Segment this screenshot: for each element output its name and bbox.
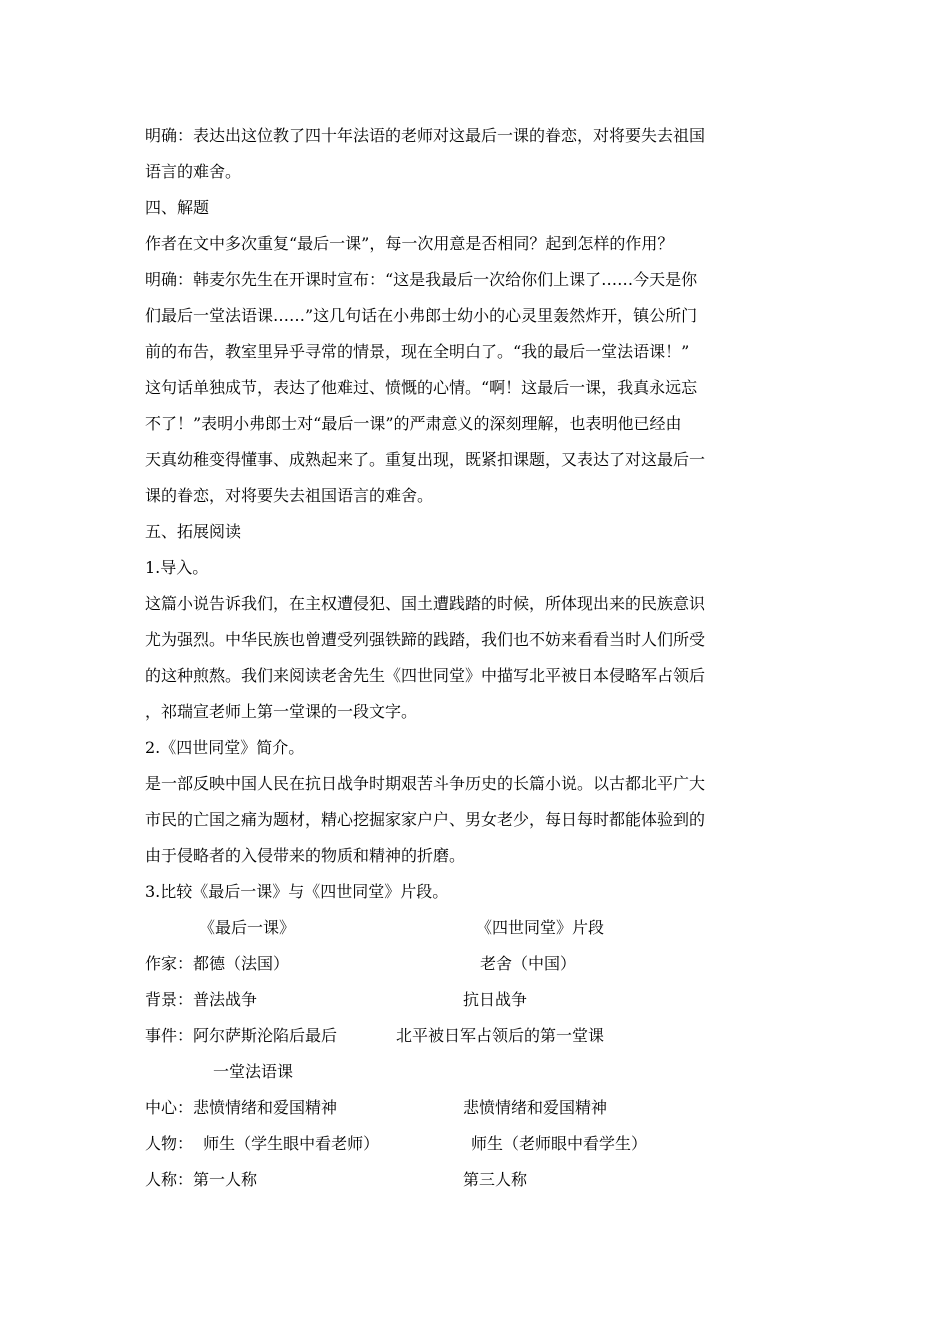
comparison-header-row <box>145 910 735 946</box>
paragraph-line: 由于侵略者的入侵带来的物质和精神的折磨。 <box>145 846 466 865</box>
background-left: 背景：普法战争 <box>145 990 258 1009</box>
item-title-text: 3.比较《最后一课》与《四世同堂》片段。 <box>145 882 449 901</box>
comparison-background-row <box>145 982 735 1018</box>
paragraph-line: 明确：韩麦尔先生在开课时宣布：“这是我最后一次给你们上课了……今天是你 <box>145 270 698 289</box>
item-title-text: 1.导入。 <box>145 558 209 577</box>
item-title-text: 2.《四世同堂》简介。 <box>145 738 305 757</box>
comparison-event-row <box>145 1018 735 1054</box>
paragraph-line: 前的布告，教室里异乎寻常的情景，现在全明白了。“我的最后一堂法语课！” <box>145 342 690 361</box>
question-text: 作者在文中多次重复“最后一课”，每一次用意是否相同？起到怎样的作用？ <box>145 234 674 253</box>
paragraph-line: 明确：表达出这位教了四十年法语的老师对这最后一课的眷恋，对将要失去祖国 <box>145 126 706 145</box>
background-right: 抗日战争 <box>463 990 528 1009</box>
paragraph-line: 们最后一堂法语课……”这几句话在小弗郎士幼小的心灵里轰然炸开，镇公所门 <box>145 306 698 325</box>
author-left: 作家：都德（法国） <box>145 954 290 973</box>
answer-paragraph <box>145 262 735 514</box>
section-heading-4 <box>145 190 735 226</box>
item2-paragraph <box>145 766 735 874</box>
paragraph-line: 不了！”表明小弗郎士对“最后一课”的严肃意义的深刻理解，也表明他已经由 <box>145 414 682 433</box>
event-right: 北平被日军占领后的第一堂课 <box>396 1026 605 1045</box>
paragraph-line: 天真幼稚变得懂事、成熟起来了。重复出现，既紧扣课题，又表达了对这最后一 <box>145 450 706 469</box>
document-page <box>145 118 735 1198</box>
comparison-author-row <box>145 946 735 982</box>
paragraph-line: 尤为强烈。中华民族也曾遭受列强铁蹄的践踏，我们也不妨来看看当时人们所受 <box>145 630 706 649</box>
clarify-paragraph <box>145 118 735 190</box>
header-left: 《最后一课》 <box>199 918 296 937</box>
comparison-event-continued-row <box>145 1054 735 1090</box>
item3-title <box>145 874 735 910</box>
header-right: 《四世同堂》片段 <box>476 918 605 937</box>
center-right: 悲愤情绪和爱国精神 <box>463 1098 608 1117</box>
comparison-people-row <box>145 1126 735 1162</box>
paragraph-line: 这句话单独成节，表达了他难过、愤慨的心情。“啊！这最后一课，我真永远忘 <box>145 378 698 397</box>
paragraph-line: 语言的难舍。 <box>145 162 242 181</box>
paragraph-line: 是一部反映中国人民在抗日战争时期艰苦斗争历史的长篇小说。以古都北平广大 <box>145 774 706 793</box>
author-right: 老舍（中国） <box>480 954 577 973</box>
item1-title <box>145 550 735 586</box>
paragraph-line: 市民的亡国之痛为题材，精心挖掘家家户户、男女老少，每日每时都能体验到的 <box>145 810 706 829</box>
event-left-continued: 一堂法语课 <box>213 1062 294 1081</box>
section-heading-5 <box>145 514 735 550</box>
person-right: 第三人称 <box>463 1170 528 1189</box>
people-right: 师生（老师眼中看学生） <box>471 1134 648 1153</box>
question-paragraph <box>145 226 735 262</box>
item1-paragraph <box>145 586 735 730</box>
comparison-block <box>145 910 735 1198</box>
event-left: 事件：阿尔萨斯沦陷后最后 <box>145 1026 338 1045</box>
heading-text: 四、解题 <box>145 198 210 217</box>
paragraph-line: ，祁瑞宣老师上第一堂课的一段文字。 <box>145 702 418 721</box>
center-left: 中心：悲愤情绪和爱国精神 <box>145 1098 338 1117</box>
item2-title <box>145 730 735 766</box>
paragraph-line: 的这种煎熬。我们来阅读老舍先生《四世同堂》中描写北平被日本侵略军占领后 <box>145 666 706 685</box>
paragraph-line: 课的眷恋，对将要失去祖国语言的难舍。 <box>145 486 434 505</box>
comparison-person-row <box>145 1162 735 1198</box>
person-left: 人称：第一人称 <box>145 1170 258 1189</box>
comparison-center-row <box>145 1090 735 1126</box>
people-left: 人物： 师生（学生眼中看老师） <box>145 1134 380 1153</box>
heading-text: 五、拓展阅读 <box>145 522 242 541</box>
paragraph-line: 这篇小说告诉我们，在主权遭侵犯、国土遭践踏的时候，所体现出来的民族意识 <box>145 594 706 613</box>
